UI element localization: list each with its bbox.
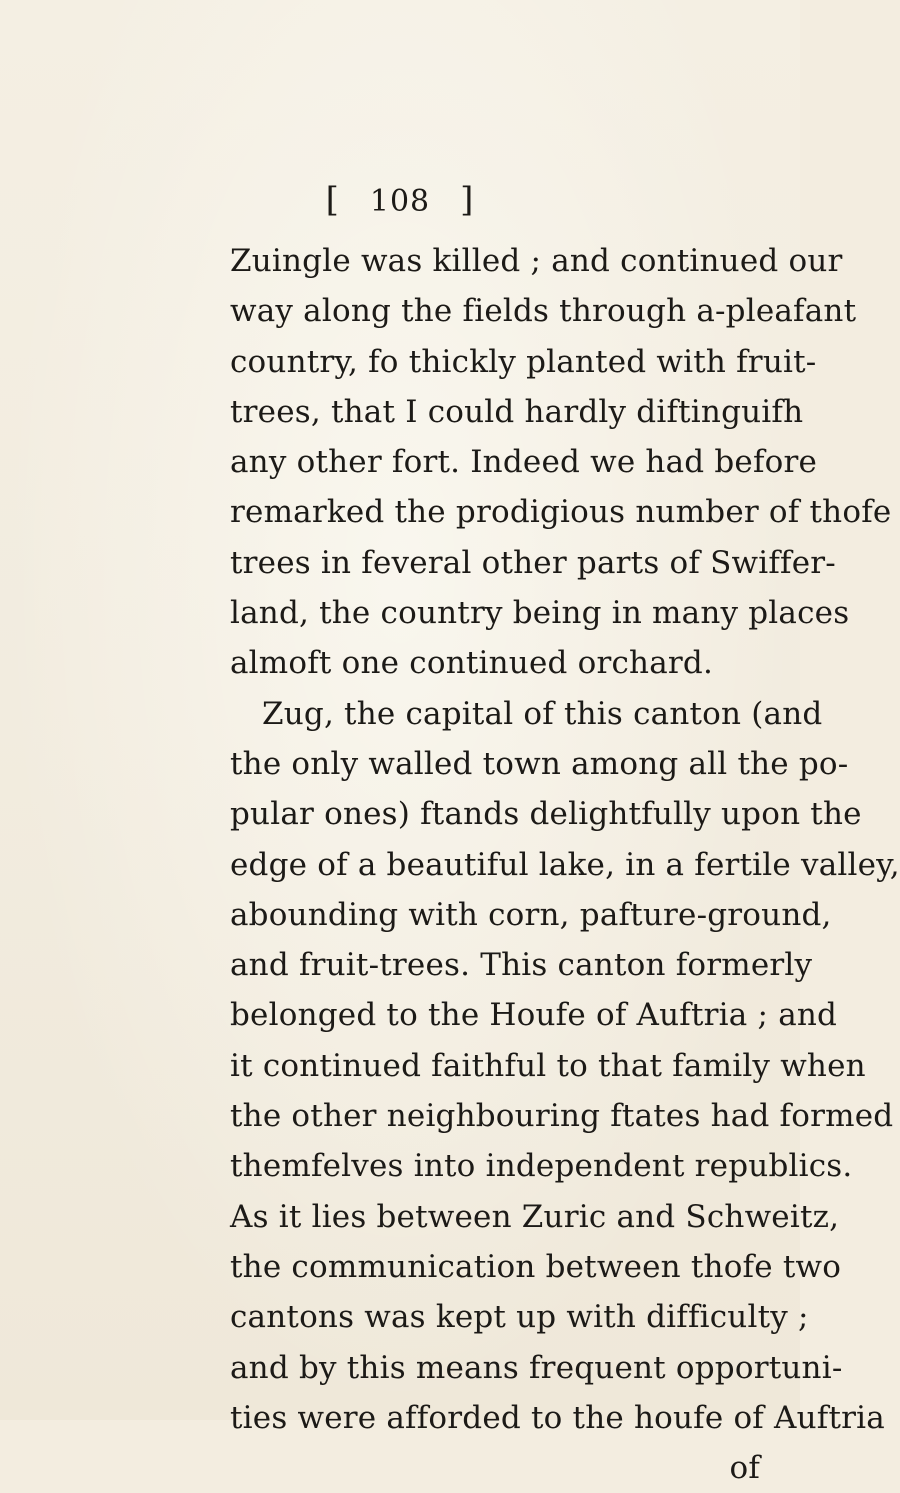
paragraph-start-line: Zug, the capital of this canton (and <box>262 695 823 732</box>
text-line: pular ones) ftands delightfully upon the <box>230 796 862 833</box>
text-line: the communication between thofe two <box>230 1248 842 1285</box>
text-line: As it lies between Zuric and Schweitz, <box>230 1198 840 1235</box>
text-line: the other neighbouring ftates had formed <box>230 1098 894 1135</box>
text-line: way along the fields through a-pleafant <box>230 293 857 330</box>
body-text <box>230 236 900 1493</box>
text-line: cantons was kept up with difficulty ; <box>230 1299 809 1336</box>
page-number: 108 <box>369 184 431 219</box>
text-line: abounding with corn, pafture-ground, <box>230 896 832 933</box>
page-header <box>0 180 800 220</box>
text-line: trees, that I could hardly diftinguifh <box>230 393 804 430</box>
text-line: any other fort. Indeed we had before <box>230 444 818 481</box>
text-line: themfelves into independent republics. <box>230 1148 853 1185</box>
text-line: the only walled town among all the po- <box>230 745 849 782</box>
text-line: country, fo thickly planted with fruit- <box>230 343 817 380</box>
text-line: Zuingle was killed ; and continued our <box>230 243 843 279</box>
text-line: and fruit-trees. This canton formerly <box>230 947 813 984</box>
text-line: trees in feveral other parts of Swiffer- <box>230 544 836 581</box>
text-line: ties were afforded to the houfe of Auftria <box>230 1399 885 1436</box>
catchword: of <box>729 1450 760 1487</box>
text-line: edge of a beautiful lake, in a fertile valley, <box>230 846 900 883</box>
header-right-bracket: ] <box>460 180 475 220</box>
text-line: remarked the prodigious number of thofe <box>230 494 892 531</box>
text-line: almoft one continued orchard. <box>230 645 714 682</box>
text-line: it continued faithful to that family when <box>230 1047 866 1084</box>
text-line: land, the country being in many places <box>230 595 850 632</box>
text-line: belonged to the Houfe of Auftria ; and <box>230 997 838 1034</box>
header-left-bracket: [ <box>325 180 340 220</box>
text-line: and by this means frequent opportuni- <box>230 1349 843 1386</box>
